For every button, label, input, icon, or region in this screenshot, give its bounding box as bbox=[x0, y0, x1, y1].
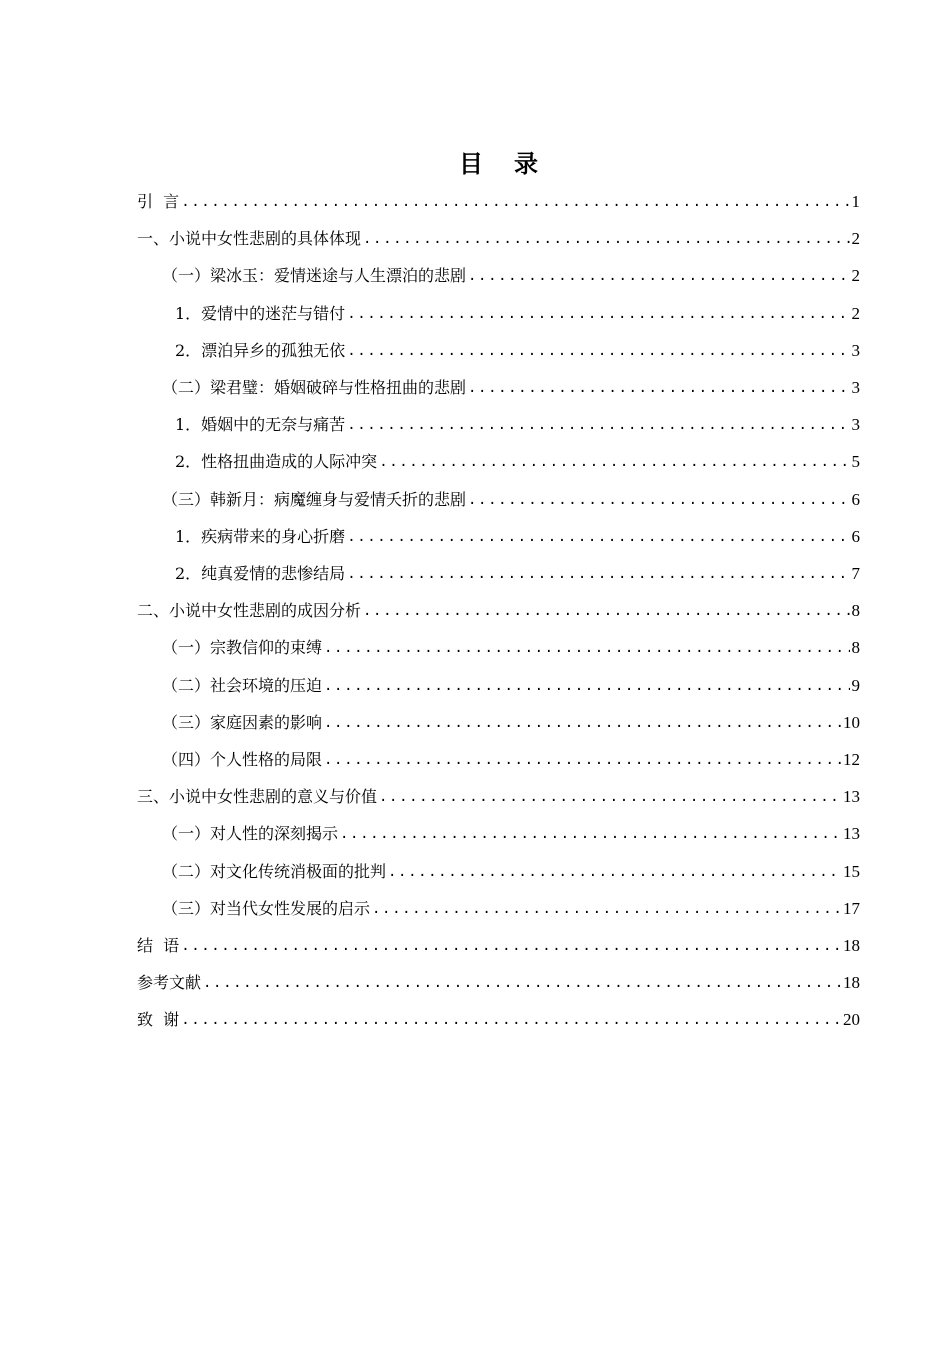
toc-entry-label: 结 语 bbox=[137, 936, 180, 955]
toc-entry-page-number: 2 bbox=[851, 229, 860, 249]
toc-entry-label: （一）宗教信仰的束缚 bbox=[162, 638, 323, 658]
toc-entry[interactable] bbox=[137, 968, 860, 994]
toc-entry-label: 2．性格扭曲造成的人际冲突 bbox=[175, 452, 378, 472]
toc-entry[interactable] bbox=[175, 559, 860, 585]
toc-entry[interactable] bbox=[162, 894, 860, 920]
toc-leader-dots bbox=[468, 265, 849, 287]
toc-leader-dots bbox=[347, 414, 849, 436]
toc-entry-page-number: 15 bbox=[843, 861, 860, 881]
toc-leader-dots bbox=[379, 786, 841, 808]
toc-entry-label: 参考文献 bbox=[137, 973, 202, 993]
toc-entry-page-number: 18 bbox=[843, 973, 860, 993]
toc-entry-label: 二、小说中女性悲剧的成因分析 bbox=[137, 601, 362, 621]
toc-leader-dots bbox=[363, 600, 849, 622]
toc-entry-label: （三）对当代女性发展的启示 bbox=[162, 898, 371, 918]
toc-entry-page-number: 6 bbox=[851, 526, 860, 546]
toc-entry[interactable] bbox=[162, 745, 860, 771]
toc-leader-dots bbox=[324, 675, 849, 697]
toc-entry-page-number: 3 bbox=[851, 378, 860, 397]
toc-entry[interactable] bbox=[162, 708, 860, 734]
toc-entry[interactable] bbox=[137, 782, 860, 808]
toc-leader-dots bbox=[181, 935, 841, 957]
toc-entry-page-number: 20 bbox=[843, 1010, 860, 1030]
toc-entry-label: （三）家庭因素的影响 bbox=[162, 712, 323, 732]
toc-entry-label: 一、小说中女性悲剧的具体体现 bbox=[137, 229, 362, 249]
toc-entry[interactable] bbox=[162, 485, 860, 511]
toc-leader-dots bbox=[181, 1009, 841, 1031]
toc-entry-page-number: 1 bbox=[851, 192, 860, 211]
toc-leader-dots bbox=[468, 489, 849, 511]
toc-leader-dots bbox=[324, 637, 849, 659]
toc-entry-label: 致 谢 bbox=[137, 1010, 180, 1030]
toc-entry-page-number: 5 bbox=[851, 452, 860, 472]
toc-leader-dots bbox=[324, 749, 841, 771]
toc-entry-page-number: 7 bbox=[851, 564, 860, 583]
toc-entry[interactable] bbox=[162, 819, 860, 845]
toc-entry-label: 1．疾病带来的身心折磨 bbox=[175, 526, 346, 546]
toc-entry-page-number: 8 bbox=[851, 638, 860, 658]
toc-entry[interactable] bbox=[175, 336, 860, 362]
toc-entry-label: 1．爱情中的迷茫与错付 bbox=[175, 303, 346, 323]
toc-entry-label: （二）社会环境的压迫 bbox=[162, 675, 323, 695]
toc-entry-page-number: 2 bbox=[851, 303, 860, 323]
toc-title-part2: 录 bbox=[514, 149, 539, 178]
toc-entry-page-number: 3 bbox=[851, 340, 860, 360]
toc-entry[interactable] bbox=[175, 299, 860, 325]
toc-leader-dots bbox=[379, 451, 849, 473]
toc-entry-label: （三）韩新月：病魔缠身与爱情夭折的悲剧 bbox=[162, 489, 467, 509]
toc-entry-page-number: 2 bbox=[851, 266, 860, 286]
toc-entry-page-number: 10 bbox=[843, 712, 860, 732]
toc-leader-dots bbox=[468, 377, 849, 399]
toc-entry[interactable] bbox=[137, 931, 860, 957]
toc-entry-label: 三、小说中女性悲剧的意义与价值 bbox=[137, 787, 378, 807]
toc-entry[interactable] bbox=[137, 596, 860, 622]
toc-leader-dots bbox=[388, 861, 841, 883]
toc-leader-dots bbox=[347, 526, 849, 548]
toc-entry-page-number: 17 bbox=[843, 898, 860, 918]
toc-leader-dots bbox=[347, 563, 849, 585]
toc-leader-dots bbox=[181, 191, 849, 213]
toc-entry[interactable] bbox=[175, 447, 860, 473]
toc-title-part1: 目 bbox=[459, 149, 484, 178]
toc-leader-dots bbox=[347, 303, 849, 325]
toc-entry-label: （四）个人性格的局限 bbox=[162, 750, 323, 769]
toc-entry-page-number: 13 bbox=[843, 787, 860, 807]
toc-entry[interactable] bbox=[162, 857, 860, 883]
toc-leader-dots bbox=[203, 972, 841, 994]
toc-entry-label: （二）对文化传统消极面的批判 bbox=[162, 861, 387, 881]
toc-entry-page-number: 13 bbox=[843, 824, 860, 844]
toc-entry-label: 1．婚姻中的无奈与痛苦 bbox=[175, 415, 346, 435]
toc-entry[interactable] bbox=[162, 373, 860, 399]
toc-entry-page-number: 3 bbox=[851, 415, 860, 435]
toc-title bbox=[0, 146, 950, 182]
toc-entry-label: （二）梁君璧：婚姻破碎与性格扭曲的悲剧 bbox=[162, 378, 467, 397]
toc-entry-page-number: 12 bbox=[843, 750, 860, 769]
toc-entry-page-number: 6 bbox=[851, 489, 860, 509]
toc-entry[interactable] bbox=[175, 522, 860, 548]
toc-entry[interactable] bbox=[137, 224, 860, 250]
toc-entry-label: 2．纯真爱情的悲惨结局 bbox=[175, 564, 346, 583]
toc-leader-dots bbox=[340, 823, 841, 845]
toc-entry-page-number: 9 bbox=[851, 675, 860, 695]
toc-leader-dots bbox=[347, 340, 849, 362]
toc-entry[interactable] bbox=[162, 633, 860, 659]
toc-entry-page-number: 8 bbox=[851, 601, 860, 621]
toc-entry-label: 2．漂泊异乡的孤独无依 bbox=[175, 340, 346, 360]
toc-leader-dots bbox=[324, 712, 841, 734]
toc-entry[interactable] bbox=[162, 671, 860, 697]
toc-leader-dots bbox=[372, 898, 841, 920]
toc-entry[interactable] bbox=[175, 410, 860, 436]
toc-entry-page-number: 18 bbox=[843, 936, 860, 955]
toc-entry[interactable] bbox=[137, 187, 860, 213]
toc-leader-dots bbox=[363, 228, 849, 250]
toc-entry-label: （一）梁冰玉：爱情迷途与人生漂泊的悲剧 bbox=[162, 266, 467, 286]
toc-entry-label: （一）对人性的深刻揭示 bbox=[162, 824, 339, 844]
toc-entry[interactable] bbox=[137, 1005, 860, 1031]
toc-entry-label: 引 言 bbox=[137, 192, 180, 211]
toc-entry[interactable] bbox=[162, 261, 860, 287]
